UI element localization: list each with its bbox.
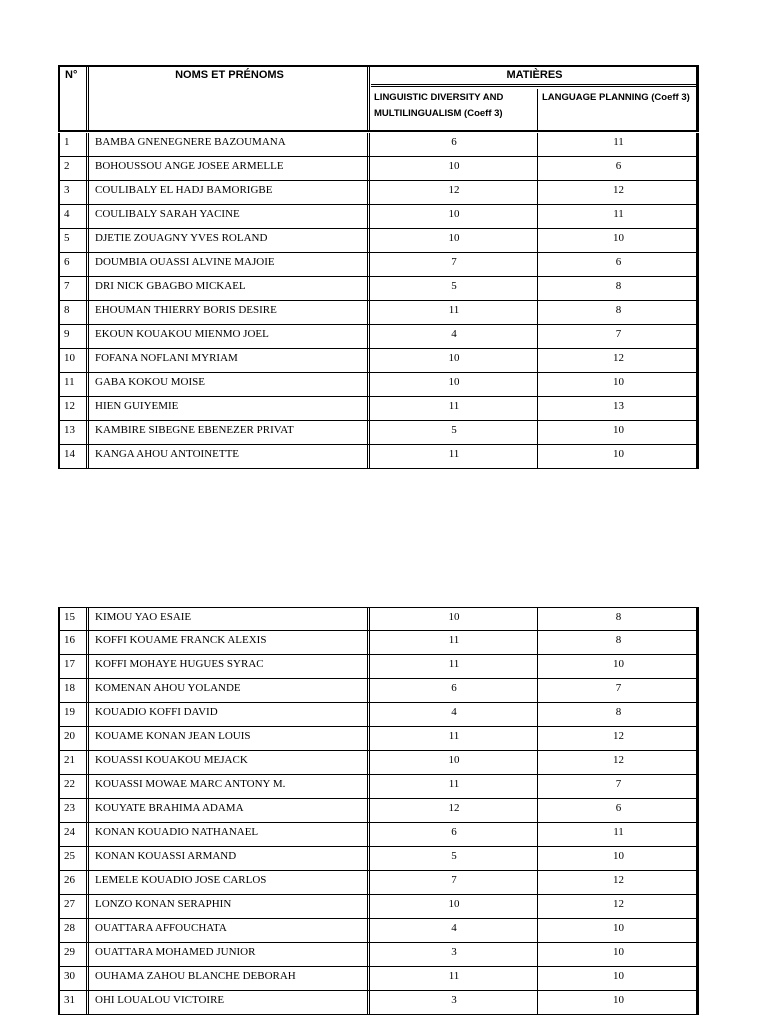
row-number: 3	[60, 181, 89, 204]
grade-linguistic-diversity: 7	[371, 253, 538, 276]
table-row	[58, 895, 699, 919]
grade-linguistic-diversity: 11	[371, 967, 538, 990]
row-number: 22	[60, 775, 89, 798]
table-row	[58, 967, 699, 991]
row-number: 13	[60, 421, 89, 444]
grade-language-planning: 8	[615, 611, 622, 623]
table-row	[58, 847, 699, 871]
table-row	[58, 943, 699, 967]
grade-linguistic-diversity: 5	[371, 847, 538, 870]
table-row	[58, 277, 699, 301]
table-header	[58, 65, 699, 132]
grade-language-planning: 11	[613, 136, 624, 148]
table-row	[58, 397, 699, 421]
grade-language-planning: 10	[613, 658, 624, 670]
grade-language-planning: 8	[615, 706, 622, 718]
grade-linguistic-diversity: 10	[371, 373, 538, 396]
student-name: HIEN GUIYEMIE	[92, 397, 370, 420]
grade-language-planning: 8	[615, 634, 622, 646]
grade-language-planning: 11	[613, 208, 624, 220]
table-row	[58, 631, 699, 655]
student-name: KOFFI MOHAYE HUGUES SYRAC	[92, 655, 370, 678]
grade-language-planning: 10	[613, 448, 624, 460]
grade-language-planning: 7	[615, 682, 622, 694]
table-row	[58, 751, 699, 775]
table-row	[58, 679, 699, 703]
grade-language-planning: 11	[613, 826, 624, 838]
grade-language-planning: 10	[613, 922, 624, 934]
grade-linguistic-diversity: 11	[371, 445, 538, 468]
table-row	[58, 301, 699, 325]
student-name: DRI NICK GBAGBO MICKAEL	[92, 277, 370, 300]
grade-language-planning: 10	[613, 946, 624, 958]
table-row	[58, 349, 699, 373]
grade-linguistic-diversity: 11	[371, 631, 538, 654]
table-row	[58, 157, 699, 181]
student-name: KONAN KOUADIO NATHANAEL	[92, 823, 370, 846]
grade-language-planning: 6	[615, 160, 622, 172]
grade-language-planning: 10	[613, 994, 624, 1006]
row-number: 23	[60, 799, 89, 822]
table-row	[58, 445, 699, 469]
student-name: BAMBA GNENEGNERE BAZOUMANA	[92, 133, 370, 156]
row-number: 4	[60, 205, 89, 228]
grade-language-planning: 10	[613, 850, 624, 862]
student-name: KAMBIRE SIBEGNE EBENEZER PRIVAT	[92, 421, 370, 444]
row-number: 11	[60, 373, 89, 396]
row-number: 31	[60, 991, 89, 1014]
row-number: 5	[60, 229, 89, 252]
row-number: 14	[60, 445, 89, 468]
grade-linguistic-diversity: 11	[371, 727, 538, 750]
student-name: LEMELE KOUADIO JOSE CARLOS	[92, 871, 370, 894]
grade-linguistic-diversity: 6	[371, 823, 538, 846]
row-number: 8	[60, 301, 89, 324]
student-name: KONAN KOUASSI ARMAND	[92, 847, 370, 870]
row-number: 25	[60, 847, 89, 870]
student-name: KIMOU YAO ESAIE	[92, 608, 370, 631]
header-names: NOMS ET PRÉNOMS	[92, 67, 370, 130]
grade-language-planning: 6	[615, 256, 622, 268]
table-row	[58, 919, 699, 943]
row-number: 12	[60, 397, 89, 420]
student-name: EHOUMAN THIERRY BORIS DESIRE	[92, 301, 370, 324]
grade-language-planning: 12	[613, 898, 624, 910]
grade-linguistic-diversity: 10	[371, 205, 538, 228]
row-number: 27	[60, 895, 89, 918]
student-name: OUHAMA ZAHOU BLANCHE DEBORAH	[92, 967, 370, 990]
header-subject-linguistic-diversity: LINGUISTIC DIVERSITY AND MULTILINGUALISM (Coeff 3)	[371, 89, 538, 130]
grade-language-planning: 12	[613, 352, 624, 364]
table-row	[58, 871, 699, 895]
grade-language-planning: 7	[615, 328, 622, 340]
student-name: DJETIE ZOUAGNY YVES ROLAND	[92, 229, 370, 252]
grade-language-planning: 12	[613, 874, 624, 886]
table-row	[58, 373, 699, 397]
grade-linguistic-diversity: 11	[371, 397, 538, 420]
grade-linguistic-diversity: 12	[371, 799, 538, 822]
row-number: 19	[60, 703, 89, 726]
student-name: KANGA AHOU ANTOINETTE	[92, 445, 370, 468]
grade-linguistic-diversity: 6	[371, 679, 538, 702]
row-number: 9	[60, 325, 89, 348]
student-name: KOFFI KOUAME FRANCK ALEXIS	[92, 631, 370, 654]
grade-language-planning: 10	[613, 970, 624, 982]
table-row	[58, 181, 699, 205]
table-row	[58, 703, 699, 727]
grade-language-planning: 12	[613, 730, 624, 742]
grade-linguistic-diversity: 3	[371, 991, 538, 1014]
grade-language-planning: 10	[613, 232, 624, 244]
grade-linguistic-diversity: 6	[371, 133, 538, 156]
student-name: DOUMBIA OUASSI ALVINE MAJOIE	[92, 253, 370, 276]
grade-linguistic-diversity: 4	[371, 703, 538, 726]
grade-linguistic-diversity: 10	[371, 229, 538, 252]
grade-language-planning: 8	[615, 304, 622, 316]
grade-language-planning: 13	[613, 400, 624, 412]
grade-linguistic-diversity: 10	[371, 751, 538, 774]
header-number: N°	[60, 67, 89, 130]
grade-linguistic-diversity: 3	[371, 943, 538, 966]
student-name: KOUASSI KOUAKOU MEJACK	[92, 751, 370, 774]
row-number: 2	[60, 157, 89, 180]
table-row	[58, 607, 699, 631]
table-row	[58, 991, 699, 1015]
student-name: BOHOUSSOU ANGE JOSEE ARMELLE	[92, 157, 370, 180]
grade-linguistic-diversity: 11	[371, 301, 538, 324]
row-number: 15	[60, 608, 89, 631]
grade-language-planning: 10	[613, 424, 624, 436]
student-name: LONZO KONAN SERAPHIN	[92, 895, 370, 918]
grade-language-planning: 6	[615, 802, 622, 814]
grade-linguistic-diversity: 10	[371, 157, 538, 180]
table-row	[58, 727, 699, 751]
row-number: 29	[60, 943, 89, 966]
student-name: KOUYATE BRAHIMA ADAMA	[92, 799, 370, 822]
table-row	[58, 823, 699, 847]
student-name: OUATTARA MOHAMED JUNIOR	[92, 943, 370, 966]
grade-linguistic-diversity: 4	[371, 325, 538, 348]
header-subject-language-planning: LANGUAGE PLANNING (Coeff 3)	[542, 92, 690, 103]
student-name: OUATTARA AFFOUCHATA	[92, 919, 370, 942]
grade-language-planning: 12	[613, 754, 624, 766]
grade-linguistic-diversity: 4	[371, 919, 538, 942]
grade-linguistic-diversity: 11	[371, 775, 538, 798]
table-row	[58, 775, 699, 799]
row-number: 1	[60, 133, 89, 156]
grade-language-planning: 12	[613, 184, 624, 196]
student-name: KOMENAN AHOU YOLANDE	[92, 679, 370, 702]
grade-language-planning: 10	[613, 376, 624, 388]
row-number: 28	[60, 919, 89, 942]
grade-language-planning: 7	[615, 778, 622, 790]
student-name: COULIBALY EL HADJ BAMORIGBE	[92, 181, 370, 204]
row-number: 20	[60, 727, 89, 750]
student-name: KOUASSI MOWAE MARC ANTONY M.	[92, 775, 370, 798]
row-number: 7	[60, 277, 89, 300]
grade-language-planning: 8	[615, 280, 622, 292]
grade-linguistic-diversity: 5	[371, 421, 538, 444]
row-number: 6	[60, 253, 89, 276]
row-number: 17	[60, 655, 89, 678]
student-name: KOUAME KONAN JEAN LOUIS	[92, 727, 370, 750]
grade-linguistic-diversity: 5	[371, 277, 538, 300]
row-number: 30	[60, 967, 89, 990]
row-number: 18	[60, 679, 89, 702]
row-number: 21	[60, 751, 89, 774]
table-row	[58, 205, 699, 229]
table-row	[58, 421, 699, 445]
grade-linguistic-diversity: 10	[371, 895, 538, 918]
header-subjects: MATIÈRES	[371, 67, 698, 87]
row-number: 10	[60, 349, 89, 372]
row-number: 24	[60, 823, 89, 846]
table-row	[58, 799, 699, 823]
grade-linguistic-diversity: 7	[371, 871, 538, 894]
table-row	[58, 253, 699, 277]
table-row	[58, 133, 699, 157]
table-row	[58, 229, 699, 253]
table-row	[58, 655, 699, 679]
student-name: COULIBALY SARAH YACINE	[92, 205, 370, 228]
student-name: OHI LOUALOU VICTOIRE	[92, 991, 370, 1014]
student-name: KOUADIO KOFFI DAVID	[92, 703, 370, 726]
grade-linguistic-diversity: 10	[371, 608, 538, 631]
row-number: 16	[60, 631, 89, 654]
student-name: EKOUN KOUAKOU MIENMO JOEL	[92, 325, 370, 348]
student-name: GABA KOKOU MOISE	[92, 373, 370, 396]
row-number: 26	[60, 871, 89, 894]
grade-linguistic-diversity: 10	[371, 349, 538, 372]
grade-linguistic-diversity: 11	[371, 655, 538, 678]
table-row	[58, 325, 699, 349]
student-name: FOFANA NOFLANI MYRIAM	[92, 349, 370, 372]
grade-linguistic-diversity: 12	[371, 181, 538, 204]
